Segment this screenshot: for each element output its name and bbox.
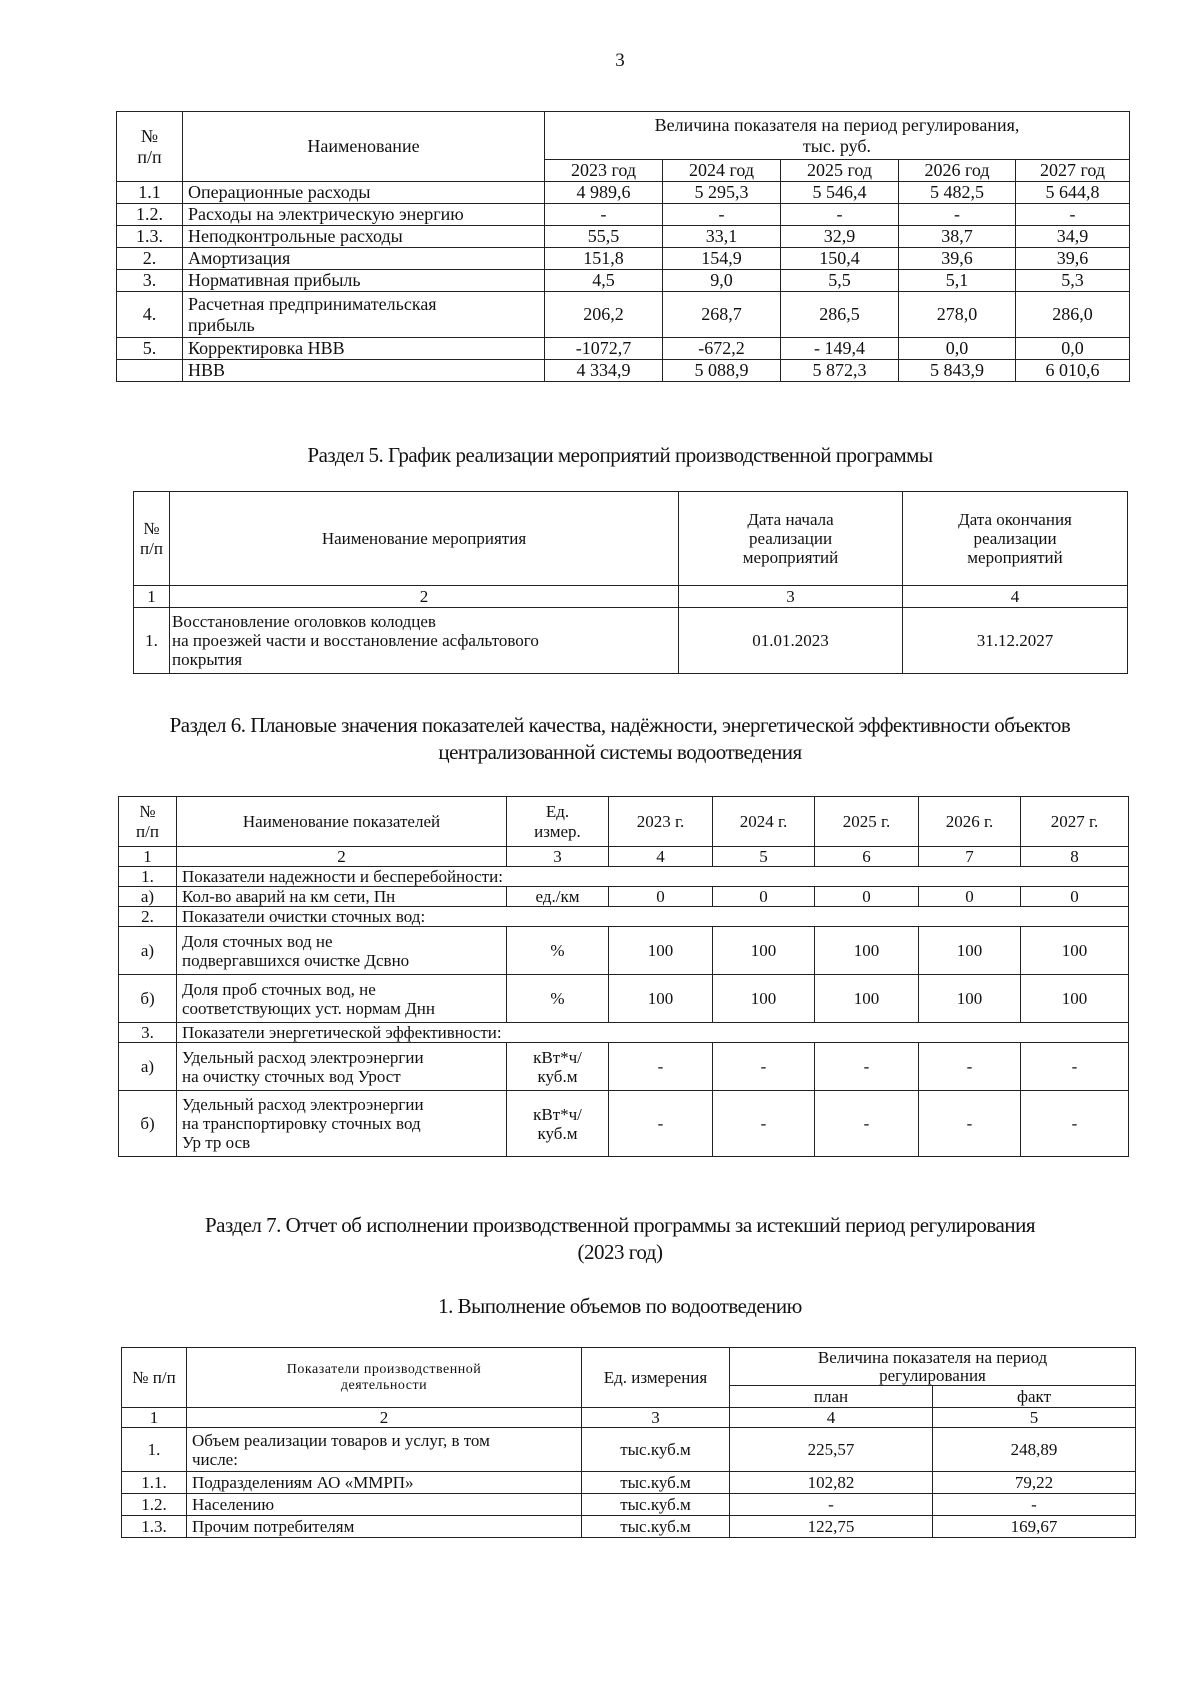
end-date: 31.12.2027 <box>903 608 1128 674</box>
table-row <box>117 338 1130 360</box>
table-row <box>117 248 1130 270</box>
row-num: б) <box>119 975 177 1023</box>
indicator-unit: кВт*ч/ куб.м <box>507 1043 609 1091</box>
table-row <box>117 182 1130 204</box>
row-value: 5 872,3 <box>781 360 899 382</box>
row-value: - <box>781 204 899 226</box>
row-value: 34,9 <box>1016 226 1130 248</box>
row-value: 0,0 <box>899 338 1016 360</box>
row-name: НВВ <box>183 360 545 382</box>
col-header-name: Наименование мероприятия <box>170 492 679 586</box>
col-header-year: 2026 г. <box>919 797 1021 847</box>
row-value: - <box>815 1043 919 1091</box>
row-value: 0,0 <box>1016 338 1130 360</box>
table-row <box>119 887 1129 907</box>
row-value: 5,3 <box>1016 270 1130 292</box>
quality-indicators-table <box>118 796 1129 1157</box>
indicator-name: Доля проб сточных вод, не соответствующих уст. нормам Днн <box>177 975 507 1023</box>
row-value: 100 <box>1021 927 1129 975</box>
col-header-year: 2023 год <box>545 160 663 182</box>
row-fact: 248,89 <box>933 1428 1136 1472</box>
row-plan: 122,75 <box>730 1516 933 1538</box>
row-name: Неподконтрольные расходы <box>183 226 545 248</box>
group-num: 3. <box>119 1023 177 1043</box>
row-value: 100 <box>815 975 919 1023</box>
row-value: - <box>713 1091 815 1157</box>
row-value: 5 295,3 <box>663 182 781 204</box>
col-number: 1 <box>122 1408 187 1428</box>
row-value: 286,5 <box>781 292 899 338</box>
table-row <box>117 292 1130 338</box>
row-fact: 79,22 <box>933 1472 1136 1494</box>
row-value: 5,1 <box>899 270 1016 292</box>
row-value: 100 <box>919 975 1021 1023</box>
col-header-unit: Ед. измер. <box>507 797 609 847</box>
col-number: 1 <box>119 847 177 867</box>
table-row <box>119 927 1129 975</box>
table-row <box>119 1043 1129 1091</box>
row-num: 1. <box>134 608 170 674</box>
col-header-end: Дата окончания реализации мероприятий <box>903 492 1128 586</box>
row-name: Населению <box>187 1494 582 1516</box>
row-fact: 169,67 <box>933 1516 1136 1538</box>
col-header-name: Наименование <box>183 112 545 182</box>
row-value: 100 <box>1021 975 1129 1023</box>
row-value: 154,9 <box>663 248 781 270</box>
group-row <box>119 907 1129 927</box>
row-value: 0 <box>713 887 815 907</box>
row-unit: тыс.куб.м <box>582 1428 730 1472</box>
row-value: 4,5 <box>545 270 663 292</box>
row-num: 3. <box>117 270 183 292</box>
table-row <box>117 204 1130 226</box>
row-unit: тыс.куб.м <box>582 1494 730 1516</box>
col-header-num: № п/п <box>119 797 177 847</box>
col-header-num: № п/п <box>122 1348 187 1408</box>
row-num: 1.1 <box>117 182 183 204</box>
col-header-plan: план <box>730 1386 933 1408</box>
col-number: 3 <box>582 1408 730 1428</box>
section5-title: Раздел 5. График реализации мероприятий производственной программы <box>307 443 933 467</box>
col-header-num: № п/п <box>134 492 170 586</box>
group-row <box>119 1023 1129 1043</box>
col-number: 4 <box>903 586 1128 608</box>
col-header-fact: факт <box>933 1386 1136 1408</box>
row-plan: 225,57 <box>730 1428 933 1472</box>
row-num: 1.3. <box>122 1516 187 1538</box>
row-fact: - <box>933 1494 1136 1516</box>
table-row <box>122 1428 1136 1472</box>
section7-subtitle: 1. Выполнение объемов по водоотведению <box>438 1294 802 1318</box>
col-header-year: 2023 г. <box>609 797 713 847</box>
start-date: 01.01.2023 <box>679 608 903 674</box>
row-num: 2. <box>117 248 183 270</box>
row-value: 39,6 <box>1016 248 1130 270</box>
row-name: Прочим потребителям <box>187 1516 582 1538</box>
col-header-year: 2025 год <box>781 160 899 182</box>
row-value: 100 <box>609 927 713 975</box>
row-value: 150,4 <box>781 248 899 270</box>
col-number: 5 <box>933 1408 1136 1428</box>
wastewater-volume-table <box>121 1347 1136 1538</box>
row-num: 1.3. <box>117 226 183 248</box>
row-num: а) <box>119 887 177 907</box>
row-value: 100 <box>919 927 1021 975</box>
row-value: -1072,7 <box>545 338 663 360</box>
row-value: 5 546,4 <box>781 182 899 204</box>
row-unit: тыс.куб.м <box>582 1472 730 1494</box>
col-header-start: Дата начала реализации мероприятий <box>679 492 903 586</box>
group-row <box>119 867 1129 887</box>
row-value: 0 <box>1021 887 1129 907</box>
row-value: 6 010,6 <box>1016 360 1130 382</box>
row-num: 1. <box>122 1428 187 1472</box>
col-header-value: Величина показателя на период регулирования <box>730 1348 1136 1386</box>
group-title: Показатели надежности и бесперебойности: <box>177 867 1129 887</box>
budget-table <box>116 111 1130 382</box>
row-name: Подразделениям АО «ММРП» <box>187 1472 582 1494</box>
row-name: Объем реализации товаров и услуг, в том числе: <box>187 1428 582 1472</box>
row-value: - <box>545 204 663 226</box>
row-value: 0 <box>609 887 713 907</box>
row-value: - <box>815 1091 919 1157</box>
row-value: 33,1 <box>663 226 781 248</box>
row-num: 4. <box>117 292 183 338</box>
row-value: 38,7 <box>899 226 1016 248</box>
row-value: 4 334,9 <box>545 360 663 382</box>
row-num: 1.1. <box>122 1472 187 1494</box>
col-number: 4 <box>609 847 713 867</box>
table-row <box>134 608 1128 674</box>
section7-title: Раздел 7. Отчет об исполнении производственной программы за истекший период регулирования (2023 год) <box>204 1213 1036 1265</box>
table-row <box>122 1494 1136 1516</box>
col-number: 7 <box>919 847 1021 867</box>
table-row <box>119 975 1129 1023</box>
table-row <box>122 1516 1136 1538</box>
row-value: 5 843,9 <box>899 360 1016 382</box>
row-value: - <box>919 1091 1021 1157</box>
row-value: 206,2 <box>545 292 663 338</box>
row-value: - 149,4 <box>781 338 899 360</box>
col-header-year: 2027 г. <box>1021 797 1129 847</box>
col-header-name: Наименование показателей <box>177 797 507 847</box>
row-value: - <box>1021 1043 1129 1091</box>
row-value: -672,2 <box>663 338 781 360</box>
row-value: - <box>899 204 1016 226</box>
col-number: 3 <box>679 586 903 608</box>
row-value: - <box>609 1043 713 1091</box>
indicator-name: Доля сточных вод не подвергавшихся очистке Дсвно <box>177 927 507 975</box>
group-title: Показатели очистки сточных вод: <box>177 907 1129 927</box>
col-header-year: 2027 год <box>1016 160 1130 182</box>
row-value: 0 <box>815 887 919 907</box>
row-num <box>117 360 183 382</box>
row-num: 1.2. <box>117 204 183 226</box>
row-value: 151,8 <box>545 248 663 270</box>
col-number: 5 <box>713 847 815 867</box>
row-value: - <box>609 1091 713 1157</box>
table-row <box>119 1091 1129 1157</box>
row-num: 5. <box>117 338 183 360</box>
row-unit: тыс.куб.м <box>582 1516 730 1538</box>
group-title: Показатели энергетической эффективности: <box>177 1023 1129 1043</box>
row-value: 4 989,6 <box>545 182 663 204</box>
col-header-year: 2026 год <box>899 160 1016 182</box>
row-name: Операционные расходы <box>183 182 545 204</box>
row-plan: 102,82 <box>730 1472 933 1494</box>
section6-title: Раздел 6. Плановые значения показателей качества, надёжности, энергетической эффективности объектов централизованной системы водоотведения <box>169 713 1071 765</box>
col-number: 3 <box>507 847 609 867</box>
indicator-name: Удельный расход электроэнергии на транспортировку сточных вод Ур тр осв <box>177 1091 507 1157</box>
row-name: Расчетная предпринимательская прибыль <box>183 292 545 338</box>
col-header-year: 2024 год <box>663 160 781 182</box>
row-value: - <box>919 1043 1021 1091</box>
row-value: 5 644,8 <box>1016 182 1130 204</box>
col-header-year: 2024 г. <box>713 797 815 847</box>
row-value: 9,0 <box>663 270 781 292</box>
row-name: Корректировка НВВ <box>183 338 545 360</box>
col-number: 4 <box>730 1408 933 1428</box>
col-header-name: Показатели производственной деятельности <box>187 1348 582 1408</box>
row-value: 278,0 <box>899 292 1016 338</box>
indicator-unit: ед./км <box>507 887 609 907</box>
group-num: 1. <box>119 867 177 887</box>
row-num: а) <box>119 927 177 975</box>
row-value: 5 482,5 <box>899 182 1016 204</box>
table-row <box>117 270 1130 292</box>
row-value: 268,7 <box>663 292 781 338</box>
col-number: 6 <box>815 847 919 867</box>
row-value: 32,9 <box>781 226 899 248</box>
activity-name: Восстановление оголовков колодцев на проезжей части и восстановление асфальтового покрытия <box>170 608 679 674</box>
group-num: 2. <box>119 907 177 927</box>
row-num: б) <box>119 1091 177 1157</box>
row-num: 1.2. <box>122 1494 187 1516</box>
row-num: а) <box>119 1043 177 1091</box>
indicator-name: Удельный расход электроэнергии на очистку сточных вод Урост <box>177 1043 507 1091</box>
row-value: - <box>1016 204 1130 226</box>
table-row <box>117 226 1130 248</box>
indicator-unit: % <box>507 975 609 1023</box>
indicator-unit: % <box>507 927 609 975</box>
col-number: 2 <box>170 586 679 608</box>
col-header-num: № п/п <box>117 112 183 182</box>
row-value: - <box>1021 1091 1129 1157</box>
col-header-unit: Ед. измерения <box>582 1348 730 1408</box>
table-row <box>122 1472 1136 1494</box>
row-value: 39,6 <box>899 248 1016 270</box>
row-value: 55,5 <box>545 226 663 248</box>
activities-table <box>133 491 1128 674</box>
row-name: Нормативная прибыль <box>183 270 545 292</box>
indicator-unit: кВт*ч/ куб.м <box>507 1091 609 1157</box>
row-plan: - <box>730 1494 933 1516</box>
row-name: Амортизация <box>183 248 545 270</box>
row-value: 100 <box>713 975 815 1023</box>
row-value: - <box>663 204 781 226</box>
col-header-value: Величина показателя на период регулирования, тыс. руб. <box>545 112 1130 160</box>
row-name: Расходы на электрическую энергию <box>183 204 545 226</box>
row-value: 5 088,9 <box>663 360 781 382</box>
row-value: 0 <box>919 887 1021 907</box>
indicator-name: Кол-во аварий на км сети, Пн <box>177 887 507 907</box>
col-number: 2 <box>187 1408 582 1428</box>
row-value: 5,5 <box>781 270 899 292</box>
col-number: 8 <box>1021 847 1129 867</box>
table-row <box>117 360 1130 382</box>
row-value: 100 <box>815 927 919 975</box>
row-value: 286,0 <box>1016 292 1130 338</box>
col-header-year: 2025 г. <box>815 797 919 847</box>
row-value: 100 <box>609 975 713 1023</box>
col-number: 1 <box>134 586 170 608</box>
row-value: - <box>713 1043 815 1091</box>
row-value: 100 <box>713 927 815 975</box>
page-number: 3 <box>615 50 625 71</box>
col-number: 2 <box>177 847 507 867</box>
